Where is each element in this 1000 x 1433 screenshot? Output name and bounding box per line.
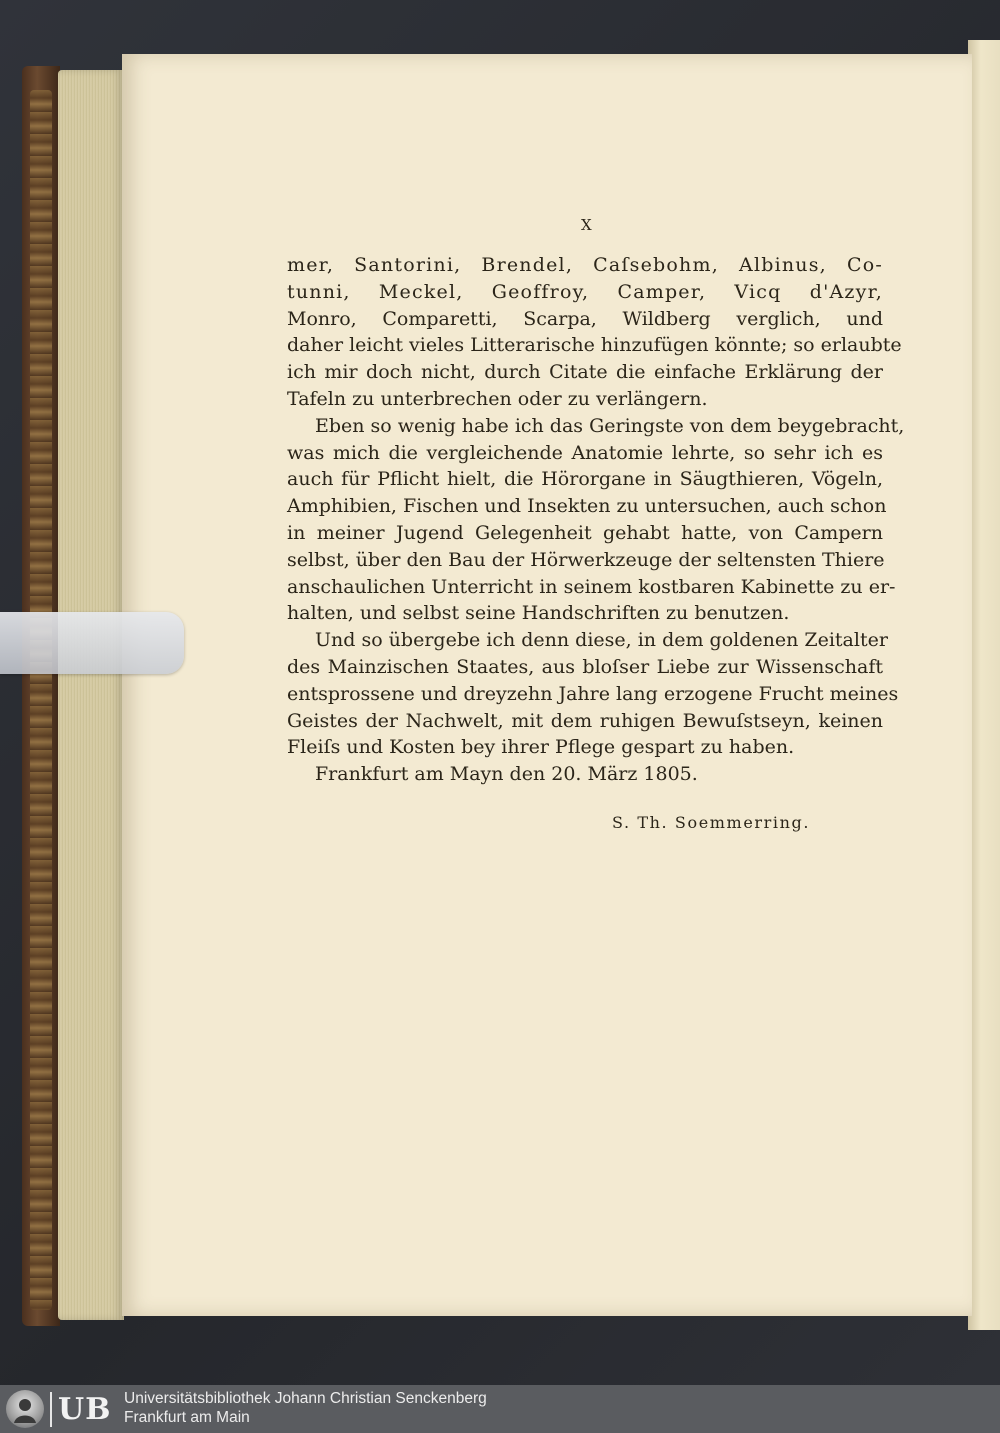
text-line: daher leicht vieles Litterarische hinzufügen könnte; so erlaubte xyxy=(287,334,902,357)
library-logo[interactable] xyxy=(6,1390,114,1428)
text-line: Amphibien, Fischen und Insekten zu untersuchen, auch schon xyxy=(287,495,887,518)
text-line: Geistes der Nachwelt, mit dem ruhigen Bewuſstseyn, keinen xyxy=(287,709,883,732)
library-name xyxy=(124,1389,487,1427)
spine-ornament xyxy=(30,90,52,1310)
body-text xyxy=(287,252,905,788)
text-line: Und so übergebe ich denn diese, in dem goldenen Zeitalter xyxy=(315,629,888,652)
text-line: Eben so wenig habe ich das Geringste von dem beygebracht, xyxy=(315,414,905,437)
signature: S. Th. Soemmerring. xyxy=(612,813,811,832)
text-line: Fleiſs und Kosten bey ihrer Pflege gespart zu haben. xyxy=(287,736,795,759)
text-line: selbst, über den Bau der Hörwerkzeuge der seltensten Thiere xyxy=(287,548,885,571)
logo-text: UB xyxy=(50,1392,112,1427)
library-name-line2: Frankfurt am Main xyxy=(124,1409,250,1426)
facing-page-edge xyxy=(968,40,1000,1330)
page-number: X xyxy=(581,216,593,234)
text-line: ich mir doch nicht, durch Citate die einfache Erklärung der xyxy=(287,361,883,384)
text-line: mer, Santorini, Brendel, Caſsebohm, Albinus, Co- xyxy=(287,254,883,276)
page-edges xyxy=(58,70,124,1320)
portrait-icon xyxy=(6,1390,44,1428)
library-name-line1: Universitätsbibliothek Johann Christian Senckenberg xyxy=(124,1390,487,1407)
date-line: Frankfurt am Mayn den 20. März 1805. xyxy=(315,763,698,786)
text-line: anschaulichen Unterricht in seinem kostbaren Kabinette zu er- xyxy=(287,575,896,598)
text-line: halten, und selbst seine Handschriften zu benutzen. xyxy=(287,602,790,625)
text-line: in meiner Jugend Gelegenheit gehabt hatte, von Campern xyxy=(287,521,883,544)
bookmark-clip xyxy=(0,612,184,674)
text-line: Monro, Comparetti, Scarpa, Wildberg verglich, und xyxy=(287,307,883,330)
text-line: was mich die vergleichende Anatomie lehrte, so sehr ich es xyxy=(287,441,883,464)
text-line: entsprossene und dreyzehn Jahre lang erzogene Frucht meines xyxy=(287,682,899,705)
text-line: Tafeln zu unterbrechen oder zu verlängern. xyxy=(287,387,708,410)
text-line: des Mainzischen Staates, aus bloſser Liebe zur Wissenschaft xyxy=(287,655,883,678)
text-line: auch für Pflicht hielt, die Hörorgane in Säugthieren, Vögeln, xyxy=(287,468,883,491)
text-line: tunni, Meckel, Geoffroy, Camper, Vicq d'Azyr, xyxy=(287,280,883,303)
